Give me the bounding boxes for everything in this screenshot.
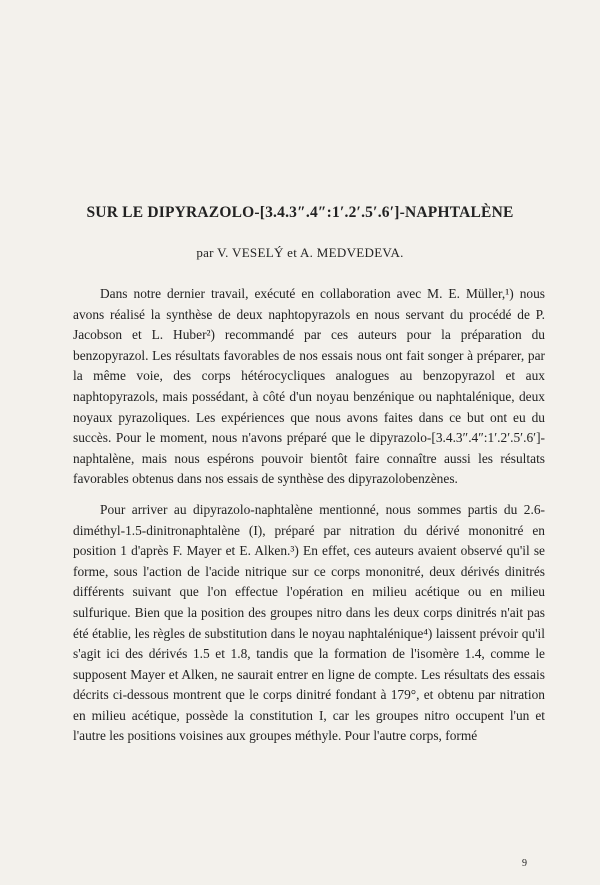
article-title: SUR LE DIPYRAZOLO-[3.4.3″.4″:1′.2′.5′.6′]-NAPHTALÈNE xyxy=(86,204,514,221)
article-body xyxy=(73,284,545,757)
article-authors: par V. VESELÝ et A. MEDVEDEVA. xyxy=(196,245,404,260)
page-number: 9 xyxy=(522,858,527,869)
paragraph: Pour arriver au dipyrazolo-naphtalène mentionné, nous sommes partis du 2.6-diméthyl-1.5-dinitronaphtalène (I), préparé par nitration du dérivé mononitré en position 1 d'après F. Mayer et E. Alken.³) En effet, ces auteurs avaient observé qu'il se forme, sous l'action de l'acide nitrique sur ce corps mononitré, deux dérivés dinitrés différents suivant que l'on effectue l'opération en milieu acétique ou en milieu sulfurique. Bien que la position des groupes nitro dans les deux corps dinitrés n'ait pas été établie, les règles de substitution dans le noyau naphtalénique⁴) laissent prévoir qu'il s'agit ici des dérivés 1.5 et 1.8, tandis que la formation de l'isomère 1.4, comme le supposent Mayer et Alken, ne saurait entrer en ligne de compte. Les résultats des essais décrits ci-dessous montrent que le corps dinitré fondant à 179°, et obtenu par nitration en milieu acétique, possède la constitution I, car les groupes nitro occupent l'un et l'autre les positions voisines aux groupes méthyle. Pour l'autre corps, formé xyxy=(73,501,545,744)
paragraph: Dans notre dernier travail, exécuté en collaboration avec M. E. Müller,¹) nous avons réalisé la synthèse de deux naphtopyrazols en nous servant du procédé de P. Jacobson et L. Huber²) recommandé par ces auteurs pour la préparation du benzopyrazol. Les résultats favorables de nos essais nous ont fait songer à préparer, par la même voie, des corps hétérocycliques analogues au benzopyrazol et aux naphtopyrazols, mais possédant, à côté d'un noyau benzénique ou naphtalénique, deux noyaux pyrazoliques. Les expériences que nous avons faites dans ce but ont eu du succès. Pour le moment, nous n'avons préparé que le dipyrazolo-[3.4.3″.4″:1′.2′.5′.6′]-naphtalène, mais nous espérons pouvoir bientôt faire connaître aussi les résultats favorables obtenus dans nos essais de synthèse des dipyrazolobenzènes. xyxy=(73,286,545,487)
